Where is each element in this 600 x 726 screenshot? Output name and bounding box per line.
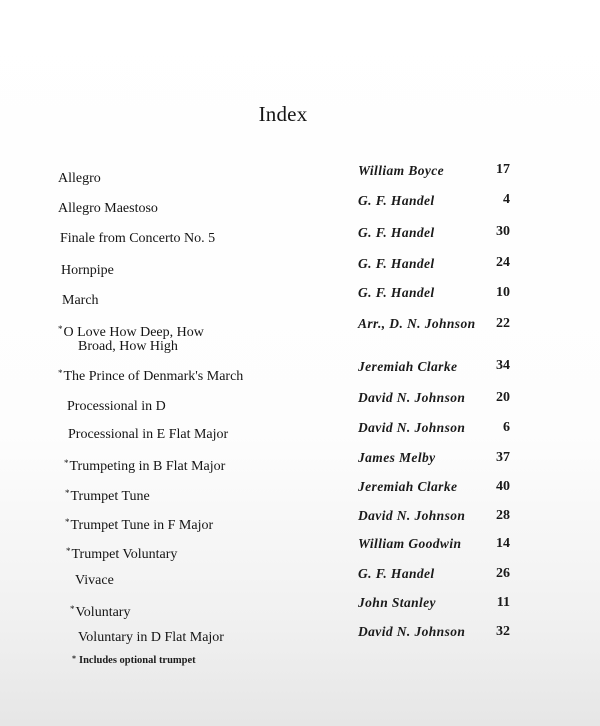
piece-title: *Voluntary xyxy=(70,604,131,620)
composer-name: G. F. Handel xyxy=(358,193,435,208)
piece-title: *O Love How Deep, How xyxy=(58,324,204,340)
page-number: 11 xyxy=(496,595,510,610)
composer-name: William Boyce xyxy=(358,163,445,178)
piece-title: Finale from Concerto No. 5 xyxy=(60,231,216,246)
footnote-marker: * xyxy=(72,654,76,663)
trumpet-marker: * xyxy=(64,458,69,468)
page-number: 10 xyxy=(496,285,510,300)
composer-name: G. F. Handel xyxy=(358,285,435,300)
piece-title: *Trumpet Tune xyxy=(65,488,150,504)
page-number: 32 xyxy=(496,624,510,639)
page-number: 34 xyxy=(496,358,510,373)
page-number: 28 xyxy=(496,508,510,523)
trumpet-marker: * xyxy=(70,604,75,614)
page-number: 6 xyxy=(503,420,510,435)
page-number: 26 xyxy=(496,566,510,581)
composer-name: Jeremiah Clarke xyxy=(358,359,458,374)
page-title: Index xyxy=(258,102,308,126)
page-number: 4 xyxy=(503,192,510,207)
footnote-text: Includes optional trumpet xyxy=(79,655,196,666)
trumpet-marker: * xyxy=(58,324,63,334)
composer-name: Jeremiah Clarke xyxy=(358,479,458,494)
page-number: 14 xyxy=(496,536,510,551)
composer-name: G. F. Handel xyxy=(358,256,435,271)
composer-name: John Stanley xyxy=(358,595,436,610)
piece-title-continued: Broad, How High xyxy=(78,339,178,354)
piece-title: *Trumpet Voluntary xyxy=(66,546,178,562)
trumpet-marker: * xyxy=(66,546,71,556)
trumpet-marker: * xyxy=(58,368,63,378)
trumpet-marker: * xyxy=(65,488,70,498)
page-number: 22 xyxy=(496,316,510,331)
piece-title: Allegro Maestoso xyxy=(58,201,158,216)
page-number: 20 xyxy=(496,390,510,405)
piece-title: Processional in E Flat Major xyxy=(68,427,229,442)
page-number: 24 xyxy=(496,255,510,270)
page-number: 17 xyxy=(496,162,510,177)
piece-title: Processional in D xyxy=(67,399,166,414)
trumpet-marker: * xyxy=(65,517,70,527)
piece-title: Allegro xyxy=(58,171,101,186)
composer-name: David N. Johnson xyxy=(358,624,466,639)
composer-name: William Goodwin xyxy=(358,536,462,551)
composer-name: G. F. Handel xyxy=(358,566,435,581)
piece-title: *Trumpeting in B Flat Major xyxy=(64,458,226,474)
piece-title: Hornpipe xyxy=(61,263,114,278)
composer-name: David N. Johnson xyxy=(358,420,466,435)
piece-title: *The Prince of Denmark's March xyxy=(58,368,244,384)
piece-title: Voluntary in D Flat Major xyxy=(78,630,224,645)
page-number: 30 xyxy=(496,224,510,239)
piece-title: March xyxy=(62,293,99,308)
composer-name: David N. Johnson xyxy=(358,390,466,405)
composer-name: G. F. Handel xyxy=(358,225,435,240)
page-number: 37 xyxy=(496,450,510,465)
composer-name: Arr., D. N. Johnson xyxy=(358,316,476,331)
composer-name: David N. Johnson xyxy=(358,508,466,523)
piece-title: *Trumpet Tune in F Major xyxy=(65,517,214,533)
composer-name: James Melby xyxy=(358,450,436,465)
page-number: 40 xyxy=(496,479,510,494)
piece-title: Vivace xyxy=(75,573,114,588)
footnote xyxy=(72,654,196,666)
